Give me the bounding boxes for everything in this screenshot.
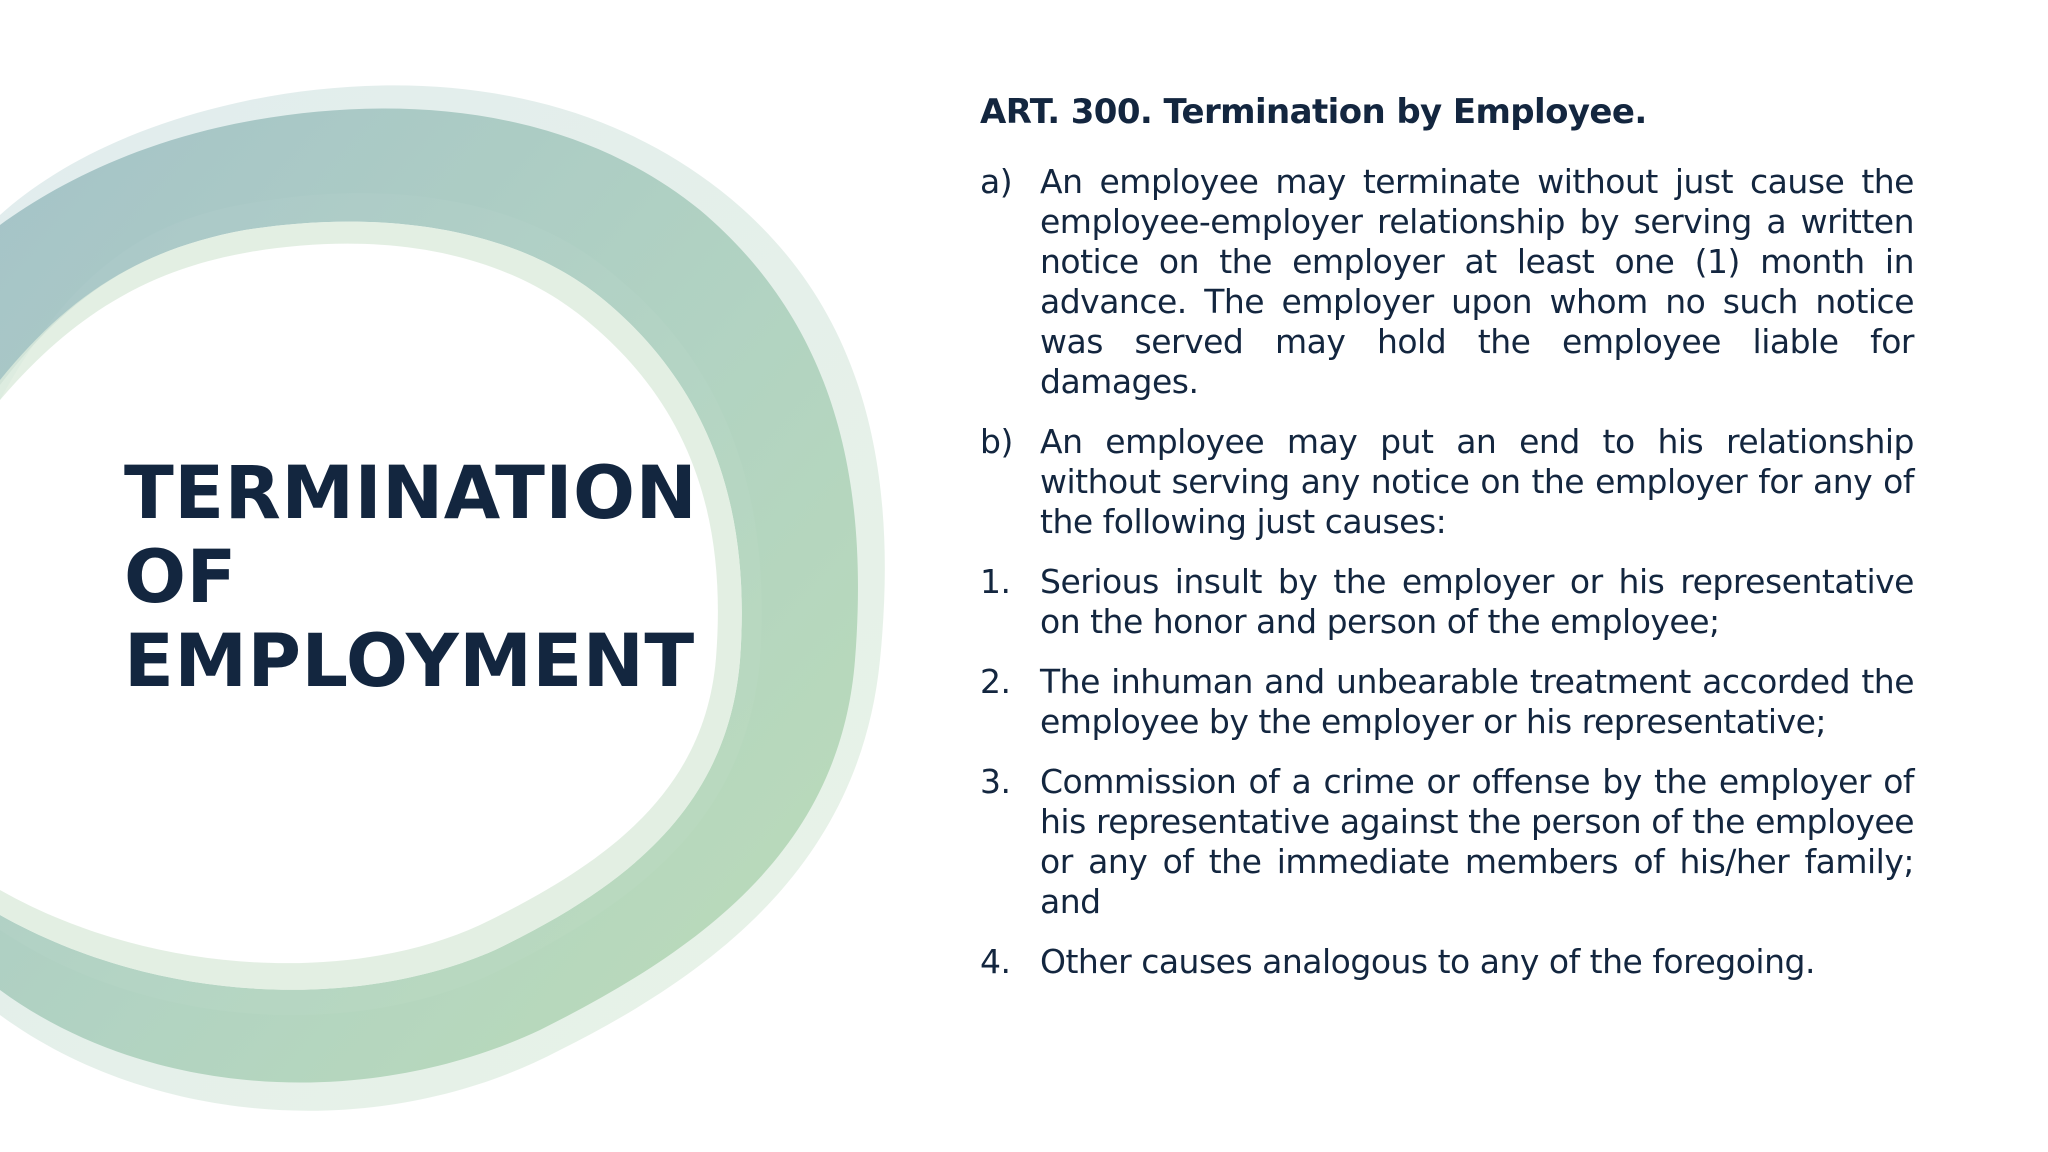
title-line-3: EMPLOYMENT [124,619,695,704]
list-item [980,662,1914,742]
item-marker: 1. [980,562,1011,601]
item-text: Commission of a crime or offense by the employer of his representative against the person of the employee or any of the immediate members of his/her family; and [1040,762,1914,921]
item-text: An employee may put an end to his relationship without serving any notice on the employer for any of the following just causes: [1040,422,1914,541]
list-item [980,762,1914,922]
list-item [980,162,1914,402]
list-item [980,422,1914,542]
item-marker: 4. [980,942,1011,981]
item-marker: a) [980,162,1013,201]
item-text: Other causes analogous to any of the foregoing. [1040,942,1815,981]
item-text: The inhuman and unbearable treatment accorded the employee by the employer or his representative; [1040,662,1914,741]
item-marker: 3. [980,762,1011,801]
item-marker: b) [980,422,1013,461]
list-item [980,942,1914,982]
list-item [980,562,1914,642]
item-marker: 2. [980,662,1011,701]
item-text: Serious insult by the employer or his representative on the honor and person of the employee; [1040,562,1914,641]
article-heading: ART. 300. Termination by Employee. [980,92,1647,132]
title-line-2: OF [124,535,237,620]
article-content [980,88,1914,1002]
item-text: An employee may terminate without just cause the employee-employer relationship by serving a written notice on the employer at least one (1) month in advance. The employer upon whom no such notice was served may hold the employee liable for damages. [1040,162,1914,401]
slide-title [124,452,744,704]
title-line-1: TERMINATION [124,451,698,536]
